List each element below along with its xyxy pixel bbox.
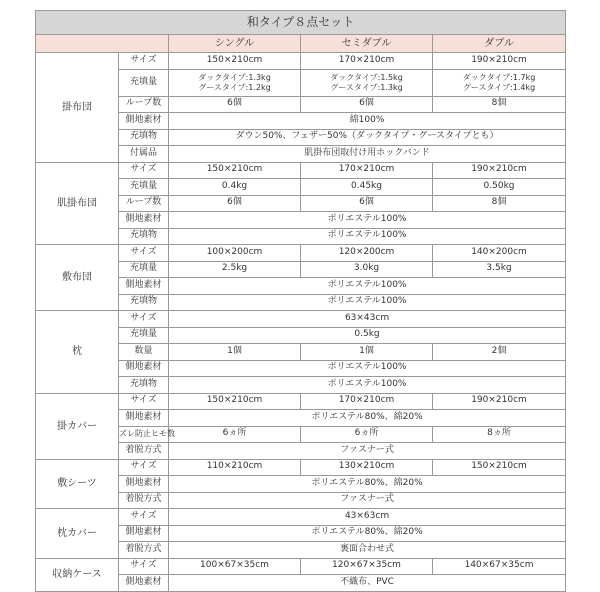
spec-value: 190×210cm xyxy=(433,162,566,179)
attribute-label: サイズ xyxy=(119,459,169,476)
spec-body xyxy=(36,53,566,592)
attribute-label: 着脱方式 xyxy=(119,492,169,509)
section-name: 肌掛布団 xyxy=(36,162,119,245)
spec-value: ファスナー式 xyxy=(169,443,566,460)
spec-value: 150×210cm xyxy=(433,459,566,476)
spec-value: ポリエステル100% xyxy=(169,294,566,311)
spec-value: 8ヵ所 xyxy=(433,426,566,443)
table-row xyxy=(36,53,566,70)
column-header-single: シングル xyxy=(169,35,301,53)
attribute-label: 充填物 xyxy=(119,129,169,146)
attribute-label: 付属品 xyxy=(119,146,169,163)
fill-amount-line: グースタイプ:1.2kg xyxy=(198,82,271,92)
spec-value: ポリエステル100% xyxy=(169,278,566,295)
spec-value: 6個 xyxy=(169,96,301,113)
spec-value xyxy=(301,69,433,96)
spec-value: 1個 xyxy=(301,344,433,361)
spec-value: 190×210cm xyxy=(433,53,566,70)
spec-value: 0.5kg xyxy=(169,327,566,344)
spec-value: 裏面合わせ式 xyxy=(169,542,566,559)
spec-value: 3.0kg xyxy=(301,261,433,278)
section-name: 枕 xyxy=(36,311,119,394)
spec-value: 63×43cm xyxy=(169,311,566,328)
attribute-label: 側地素材 xyxy=(119,212,169,229)
fill-amount-line: ダックタイプ:1.5kg xyxy=(330,73,403,83)
section-name: 敷布団 xyxy=(36,245,119,311)
attribute-label: サイズ xyxy=(119,53,169,70)
fill-amount-line: グースタイプ:1.3kg xyxy=(330,82,403,92)
attribute-label: 側地素材 xyxy=(119,278,169,295)
spec-value: 0.45kg xyxy=(301,179,433,196)
fill-amount-line: グースタイプ:1.4kg xyxy=(462,82,536,92)
attribute-label: 側地素材 xyxy=(119,525,169,542)
attribute-label: サイズ xyxy=(119,245,169,262)
table-row xyxy=(36,558,566,575)
attribute-label: ループ数 xyxy=(119,195,169,212)
spec-value: 100×200cm xyxy=(169,245,301,262)
spec-value: 0.50kg xyxy=(433,179,566,196)
table-row xyxy=(36,459,566,476)
spec-value: ポリエステル100% xyxy=(169,377,566,394)
spec-value: 170×210cm xyxy=(301,393,433,410)
spec-value: 140×67×35cm xyxy=(433,558,566,575)
spec-value: ポリエステル100% xyxy=(169,228,566,245)
attribute-label: サイズ xyxy=(119,558,169,575)
spec-value: ダウン50%、フェザー50%（ダックタイプ・グースタイプとも） xyxy=(169,129,566,146)
fill-amount-line: ダックタイプ:1.7kg xyxy=(462,73,536,83)
attribute-label: ズレ防止ヒモ数 xyxy=(119,426,169,443)
table-title: 和タイプ８点セット xyxy=(36,11,566,35)
spec-value: 6個 xyxy=(169,195,301,212)
spec-value: ポリエステル80%、綿20% xyxy=(169,410,566,427)
attribute-label: 充填物 xyxy=(119,228,169,245)
attribute-label: 充填量 xyxy=(119,327,169,344)
spec-value: 43×63cm xyxy=(169,509,566,526)
spec-value xyxy=(433,69,566,96)
spec-value: 120×200cm xyxy=(301,245,433,262)
spec-value: 150×210cm xyxy=(169,162,301,179)
table-row xyxy=(36,311,566,328)
spec-value: 2.5kg xyxy=(169,261,301,278)
spec-value: 3.5kg xyxy=(433,261,566,278)
attribute-label: 充填量 xyxy=(119,261,169,278)
attribute-label: 充填物 xyxy=(119,377,169,394)
attribute-label: 充填物 xyxy=(119,294,169,311)
spec-value: 190×210cm xyxy=(433,393,566,410)
attribute-label: 側地素材 xyxy=(119,575,169,592)
attribute-label: 側地素材 xyxy=(119,410,169,427)
attribute-label: 側地素材 xyxy=(119,360,169,377)
spec-value: 140×200cm xyxy=(433,245,566,262)
attribute-label: 数量 xyxy=(119,344,169,361)
attribute-label: サイズ xyxy=(119,393,169,410)
spec-value: 170×210cm xyxy=(301,162,433,179)
spec-value: 6ヵ所 xyxy=(301,426,433,443)
attribute-label: 充填量 xyxy=(119,179,169,196)
spec-value: ポリエステル80%、綿20% xyxy=(169,525,566,542)
section-name: 掛布団 xyxy=(36,53,119,163)
attribute-label: 着脱方式 xyxy=(119,542,169,559)
spec-value: 8個 xyxy=(433,195,566,212)
table-row xyxy=(36,162,566,179)
spec-value xyxy=(169,69,301,96)
spec-value: 不織布、PVC xyxy=(169,575,566,592)
spec-value: 170×210cm xyxy=(301,53,433,70)
spec-value: 2個 xyxy=(433,344,566,361)
spec-value: 110×210cm xyxy=(169,459,301,476)
spec-value: 6個 xyxy=(301,96,433,113)
header-blank xyxy=(36,35,169,53)
spec-value: 120×67×35cm xyxy=(301,558,433,575)
spec-value: 150×210cm xyxy=(169,393,301,410)
spec-value: 1個 xyxy=(169,344,301,361)
fill-amount-line: ダックタイプ:1.3kg xyxy=(198,73,271,83)
attribute-label: 着脱方式 xyxy=(119,443,169,460)
spec-value: 6個 xyxy=(301,195,433,212)
attribute-label: サイズ xyxy=(119,162,169,179)
table-row xyxy=(36,245,566,262)
spec-value: ポリエステル100% xyxy=(169,360,566,377)
attribute-label: サイズ xyxy=(119,509,169,526)
spec-table xyxy=(35,10,566,592)
section-name: 収納ケース xyxy=(36,558,119,591)
section-name: 敷シーツ xyxy=(36,459,119,509)
attribute-label: 側地素材 xyxy=(119,476,169,493)
spec-value: ファスナー式 xyxy=(169,492,566,509)
attribute-label: ループ数 xyxy=(119,96,169,113)
column-header-double: ダブル xyxy=(433,35,566,53)
section-name: 枕カバー xyxy=(36,509,119,559)
attribute-label: 側地素材 xyxy=(119,113,169,130)
spec-value: 6ヵ所 xyxy=(169,426,301,443)
section-name: 掛カバー xyxy=(36,393,119,459)
spec-value: 綿100% xyxy=(169,113,566,130)
spec-value: 0.4kg xyxy=(169,179,301,196)
table-row xyxy=(36,393,566,410)
spec-value: ポリエステル100% xyxy=(169,212,566,229)
spec-value: 8個 xyxy=(433,96,566,113)
attribute-label: 充填量 xyxy=(119,69,169,96)
spec-value: 肌掛布団取付け用ホックバンド xyxy=(169,146,566,163)
spec-value: 150×210cm xyxy=(169,53,301,70)
table-row xyxy=(36,509,566,526)
spec-value: 130×210cm xyxy=(301,459,433,476)
column-header-semi-double: セミダブル xyxy=(301,35,433,53)
spec-value: ポリエステル80%、綿20% xyxy=(169,476,566,493)
spec-value: 100×67×35cm xyxy=(169,558,301,575)
attribute-label: サイズ xyxy=(119,311,169,328)
